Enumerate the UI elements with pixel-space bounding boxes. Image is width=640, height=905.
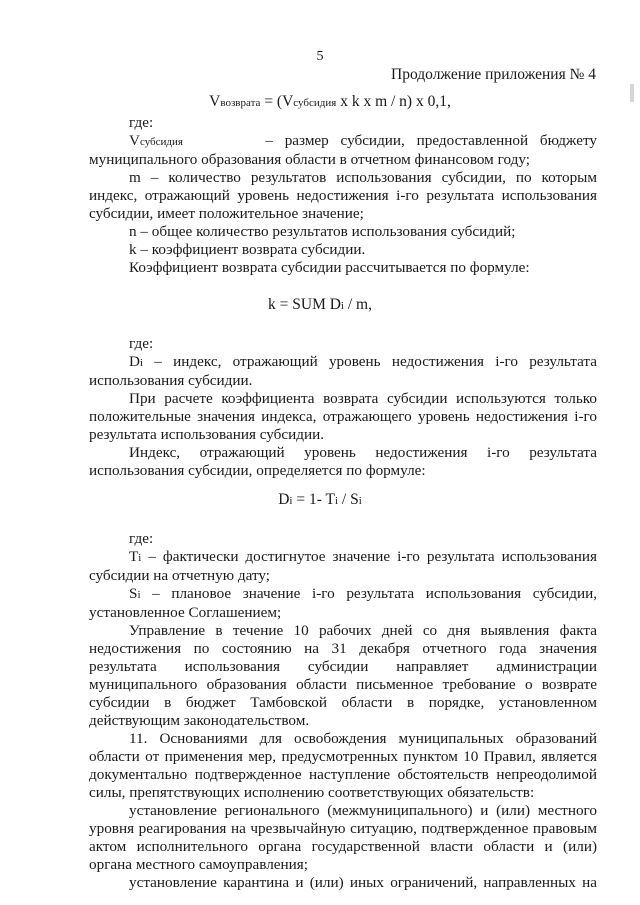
text-line: субсидии на отчетную дату; <box>89 567 271 584</box>
definition-n: n – общее количество результатов использования субсидий; <box>129 223 516 240</box>
text-line: органа местного самоуправления; <box>89 856 308 873</box>
appendix-header: Продолжение приложения № 4 <box>391 66 596 83</box>
definitions-block-2 <box>89 335 597 480</box>
paragraph-11: 11. Основаниями для освобождения муниципальных образований <box>129 730 597 747</box>
text-line: действующим законодательством. <box>89 712 310 729</box>
text-line: установленное Соглашением; <box>89 604 282 621</box>
definition-ti: Ti – фактически достигнутое значение i-го результата использования <box>129 548 597 565</box>
page-number: 5 <box>316 49 324 64</box>
definition-si: Si – плановое значение i-го результата использования субсидии, <box>129 585 597 602</box>
text-line: При расчете коэффициента возврата субсидии используются только <box>129 390 597 407</box>
text-line: использования субсидии, определяется по формуле: <box>89 462 426 479</box>
definition-di: Di – индекс, отражающий уровень недостижения i-го результата <box>129 353 597 370</box>
text-line: субсидии в бюджет Тамбовской области в порядке, установленном <box>89 694 597 711</box>
text-line: Индекс, отражающий уровень недостижения i-го результата <box>129 444 597 461</box>
text-line: использования субсидии. <box>89 372 253 389</box>
text-line: результата использования субсидии. <box>89 426 325 443</box>
text-line: документально подтвержденное наступление обстоятельств непреодолимой <box>89 766 597 783</box>
formula-return-volume <box>0 93 640 112</box>
text-line: индекс, отражающий уровень недостижения i-го результата использования <box>89 187 597 204</box>
where-label: где: <box>129 530 154 547</box>
coefficient-intro: Коэффициент возврата субсидии рассчитывается по формуле: <box>129 259 530 276</box>
definition-m: m – количество результатов использования субсидии, по которым <box>129 169 597 186</box>
definition-v-subsidy: Vсубсидия – размер субсидии, предоставленной бюджету <box>129 132 597 149</box>
where-label: где: <box>129 114 154 131</box>
formula-index: Di = 1- Ti / Si <box>278 491 362 508</box>
text-line: установление карантина и (или) иных ограничений, направленных на <box>129 874 597 891</box>
formula-v: V <box>209 93 221 110</box>
definitions-block-1 <box>89 114 597 277</box>
text-line: субсидии, имеет положительное значение; <box>89 205 364 222</box>
text-line: уровня реагирования на чрезвычайную ситуацию, подтвержденное правовым <box>89 820 597 837</box>
text-line: муниципального образования области в отчетном финансовом году; <box>89 151 530 168</box>
formula-coefficient: k = SUM Di / m, <box>268 296 372 313</box>
text-line: области от применения мер, предусмотренных пунктом 10 Правил, является <box>89 748 597 765</box>
formula-sub-return: возврата <box>220 97 261 109</box>
definition-k: k – коэффициент возврата субсидии. <box>129 241 366 258</box>
text-line: муниципального образования области письменное требование о возврате <box>89 676 597 693</box>
text-line: Управление в течение 10 рабочих дней со дня выявления факта <box>129 622 597 639</box>
text-line: недостижения по состоянию на 31 декабря отчетного года значения <box>89 640 597 657</box>
text-line: актом исполнительного органа государственной власти области и (или) <box>89 838 597 855</box>
text-line: силы, препятствующих исполнению соответствующих обязательств: <box>89 784 535 801</box>
text-line: положительные значения индекса, отражающего уровень недостижения i-го <box>89 408 597 425</box>
where-label: где: <box>129 335 154 352</box>
formula-sub-subsidy: субсидия <box>293 97 337 109</box>
formula-eq: = (V <box>260 93 294 110</box>
definitions-block-3 <box>89 530 597 892</box>
text-line: результата использования субсидии направляет администрации <box>89 658 597 675</box>
formula-rest: х k х m / n) х 0,1, <box>336 93 451 110</box>
text-line: установление регионального (межмуниципального) и (или) местного <box>129 802 597 819</box>
